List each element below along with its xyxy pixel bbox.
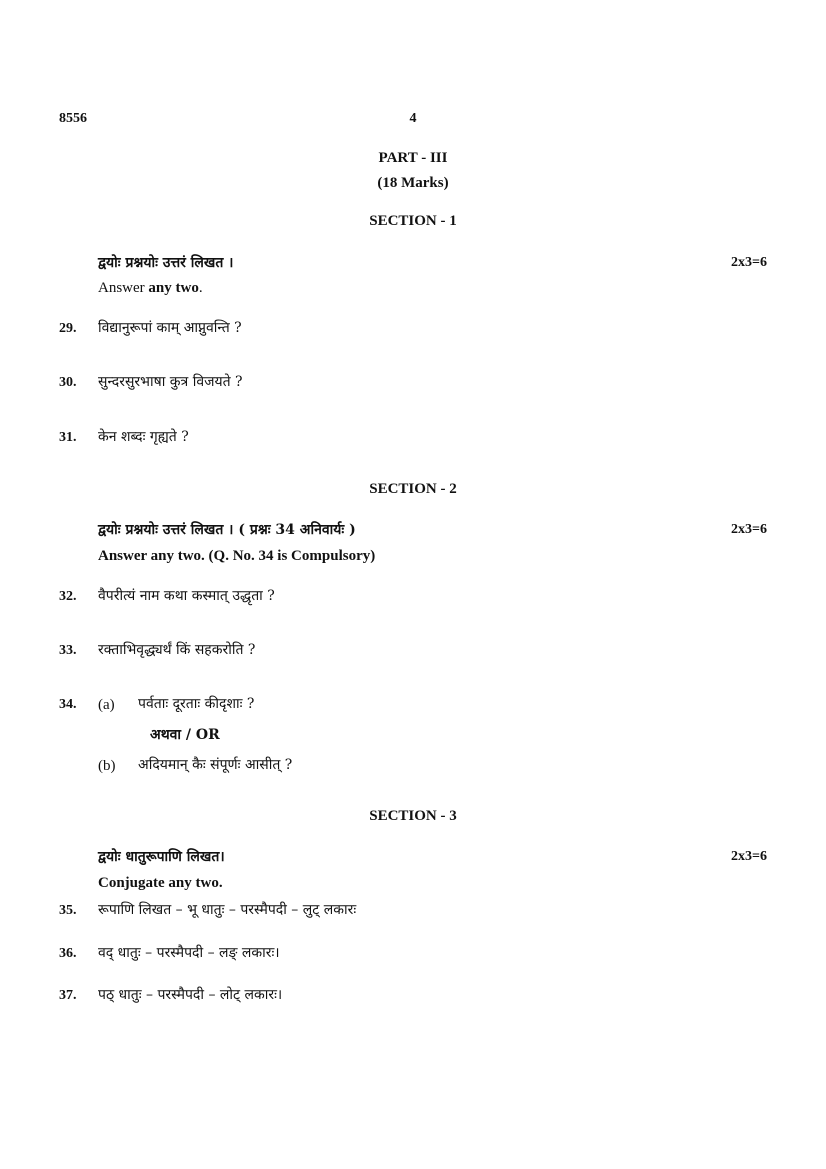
option-a-text: पर्वताः दूरताः कीदृशाः ? [138, 696, 255, 712]
paper-code: 8556 [59, 111, 87, 126]
section-2-marks: 2x3=6 [731, 522, 767, 537]
instruction-prefix: Answer [98, 280, 149, 296]
question-number: 36. [59, 946, 77, 961]
question-number: 30. [59, 375, 77, 390]
section-1-instruction-sanskrit: द्वयोः प्रश्नयोः उत्तरं लिखत । [98, 255, 234, 271]
question-text: रूपाणि लिखत – भू धातुः – परस्मैपदी – लुट् लकारः [98, 902, 357, 918]
question-number: 34. [59, 697, 77, 712]
section-2-title: SECTION - 2 [369, 481, 457, 497]
question-text: रक्ताभिवृद्ध्यर्थं किं सहकरोति ? [98, 642, 256, 658]
section-3-title: SECTION - 3 [369, 808, 457, 824]
question-number: 29. [59, 321, 77, 336]
instruction-suffix: . [198, 280, 203, 296]
or-separator: अथवा / OR [150, 727, 220, 743]
option-a-label: (a) [98, 697, 115, 713]
instruction-bold: any two [148, 280, 199, 296]
question-text: सुन्दरसुरभाषा कुत्र विजयते ? [98, 374, 243, 390]
section-1-instruction-english [98, 280, 203, 297]
part-title: PART - III [378, 150, 448, 166]
question-number: 35. [59, 903, 77, 918]
question-number: 37. [59, 988, 77, 1003]
question-number: 31. [59, 430, 77, 445]
question-text: वद् धातुः – परस्मैपदी – लङ् लकारः। [98, 945, 280, 961]
option-b-label: (b) [98, 758, 116, 774]
section-1-marks: 2x3=6 [731, 255, 767, 270]
section-1-title: SECTION - 1 [369, 213, 457, 229]
question-text: पठ् धातुः – परस्मैपदी – लोट् लकारः। [98, 987, 283, 1003]
section-3-marks: 2x3=6 [731, 849, 767, 864]
part-marks: (18 Marks) [377, 175, 449, 191]
section-2-instruction-sanskrit: द्वयोः प्रश्नयोः उत्तरं लिखत । ( प्रश्नः 34 अनिवार्यः ) [98, 522, 356, 538]
question-number: 32. [59, 589, 77, 604]
question-text: विद्यानुरूपां काम् आप्नुवन्ति ? [98, 320, 242, 336]
section-3-instruction-sanskrit: द्वयोः धातुरूपाणि लिखत। [98, 849, 225, 865]
question-text: वैपरीत्यं नाम कथा कस्मात् उद्धृता ? [98, 588, 275, 604]
section-2-instruction-english: Answer any two. (Q. No. 34 is Compulsory) [98, 548, 376, 564]
question-number: 33. [59, 643, 77, 658]
section-3-instruction-english: Conjugate any two. [98, 875, 223, 891]
question-text: केन शब्दः गृह्यते ? [98, 429, 189, 445]
option-b-text: अदियमान् कैः संपूर्णः आसीत् ? [138, 757, 293, 773]
page-number: 4 [409, 111, 417, 126]
